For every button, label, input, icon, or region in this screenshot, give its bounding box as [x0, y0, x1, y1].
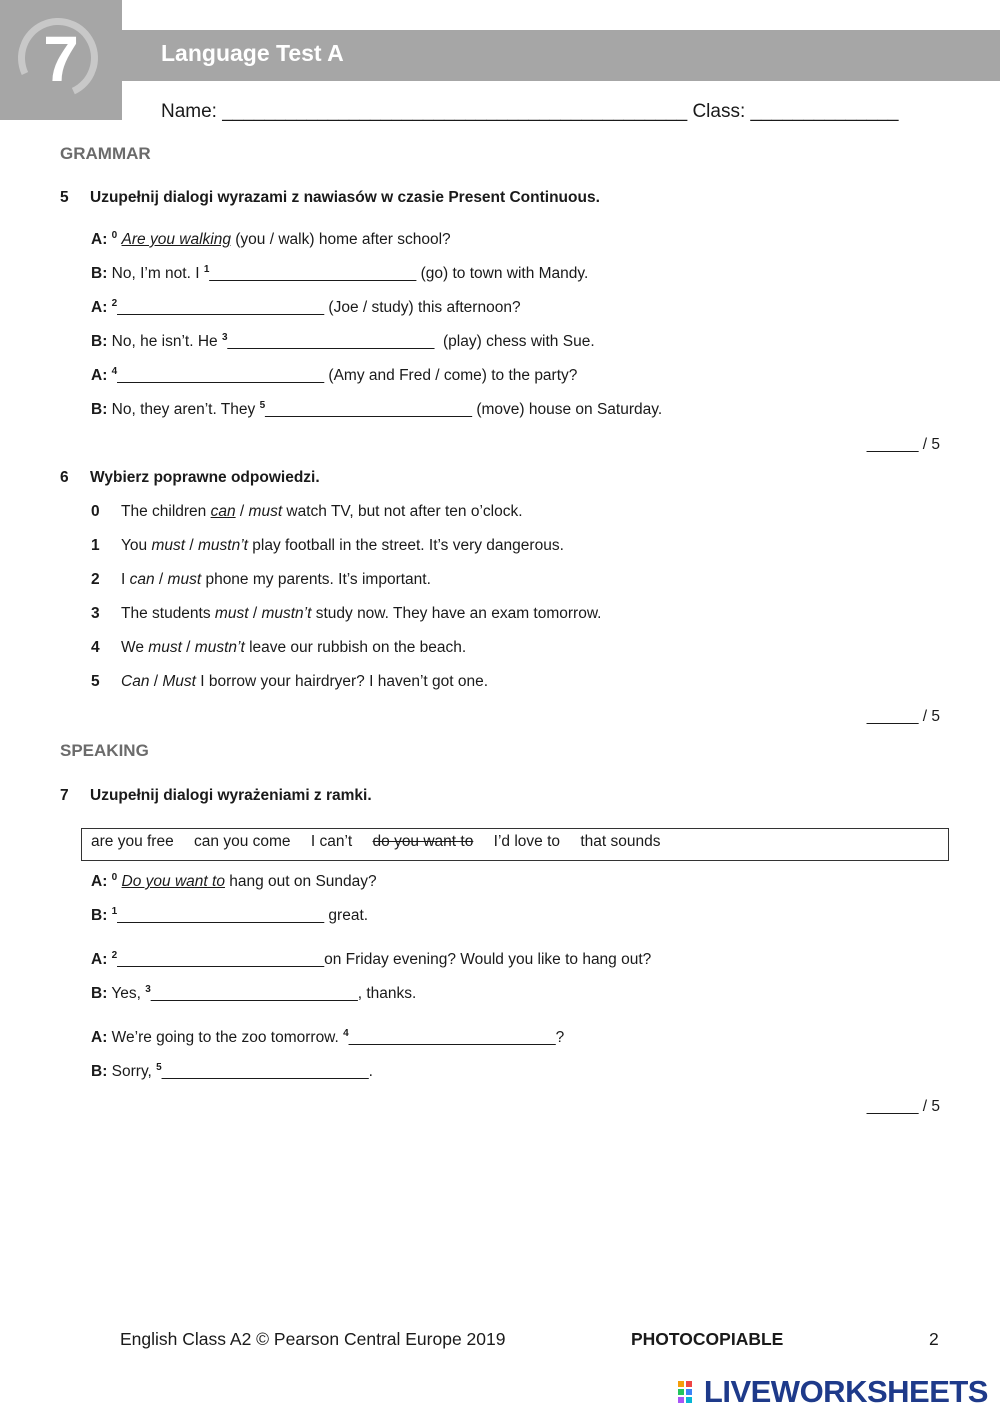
option-1[interactable]: must — [151, 537, 186, 554]
option-1[interactable]: Can — [121, 673, 150, 690]
answer-blank[interactable]: ________________________ — [161, 1063, 369, 1080]
word-box-item: can you come — [194, 833, 291, 850]
item-text: play football in the street. It’s very dangerous. — [247, 537, 564, 554]
task-5-line-1 — [91, 265, 588, 283]
answer-blank[interactable]: ________________________ — [117, 951, 325, 968]
word-box-item: I’d love to — [493, 833, 561, 850]
item-number: 0 — [91, 503, 100, 520]
option-2[interactable]: mustn’t — [194, 639, 245, 656]
answer-blank[interactable]: ________________________ — [348, 1029, 556, 1046]
item-text: You — [121, 537, 152, 554]
task-5-line-4 — [91, 367, 577, 385]
speaker-label: B: — [91, 1063, 108, 1080]
word-box — [81, 828, 949, 861]
line-text: (you / walk) home after school? — [230, 231, 451, 248]
task-6-item-5 — [91, 673, 488, 691]
answer-blank[interactable]: ________________________ — [117, 907, 325, 924]
footer-photocopiable: PHOTOCOPIABLE — [631, 1329, 784, 1349]
item-number: 5 — [156, 1061, 162, 1073]
option-separator: / — [154, 571, 168, 588]
word-box-item: that sounds — [580, 833, 661, 850]
task-7-line-5 — [91, 1063, 373, 1081]
task-6-item-4 — [91, 639, 466, 657]
item-text: The children — [121, 503, 211, 520]
item-number: 2 — [111, 949, 118, 961]
task-7-line-1 — [91, 907, 368, 925]
line-text: No, they aren’t. They — [107, 401, 260, 418]
option-separator: / — [248, 605, 262, 622]
answer-blank[interactable]: ________________________ — [150, 985, 358, 1002]
speaker-label: B: — [91, 333, 108, 350]
task-7-line-4 — [91, 1029, 564, 1047]
speaker-label: A: — [91, 299, 108, 316]
task-6-item-2 — [91, 571, 431, 589]
speaker-label: A: — [91, 951, 108, 968]
option-2[interactable]: mustn’t — [261, 605, 312, 622]
line-text: (Amy and Fred / come) to the party? — [324, 367, 578, 384]
line-text: We’re going to the zoo tomorrow. — [107, 1029, 344, 1046]
footer-copyright: English Class A2 © Pearson Central Europe 2019 — [120, 1329, 506, 1349]
word-box-item: are you free — [91, 833, 174, 850]
option-separator: / — [149, 673, 163, 690]
speaker-label: A: — [91, 873, 108, 890]
line-text: No, he isn’t. He — [107, 333, 222, 350]
answer-blank[interactable]: ________________________ — [209, 265, 417, 282]
word-box-item: I can’t — [310, 833, 353, 850]
task-text: Uzupełnij dialogi wyrazami z nawiasów w czasie Present Continuous. — [90, 189, 600, 206]
item-number: 0 — [111, 229, 118, 241]
task-5-line-0 — [91, 231, 451, 249]
task-number: 5 — [60, 189, 69, 206]
item-number: 4 — [343, 1027, 349, 1039]
line-text: ? — [555, 1029, 565, 1046]
item-text: I — [121, 571, 130, 588]
task-5-line-5 — [91, 401, 662, 419]
task-7-line-3 — [91, 985, 416, 1003]
option-2[interactable]: Must — [162, 673, 196, 690]
answer-blank[interactable]: ________________________ — [117, 367, 325, 384]
option-1[interactable]: can — [129, 571, 155, 588]
task-7-score[interactable]: ______ / 5 — [866, 1098, 940, 1115]
line-text: great. — [324, 907, 369, 924]
page-number: 2 — [929, 1329, 939, 1349]
task-7-instruction — [60, 787, 372, 805]
option-separator: / — [181, 639, 195, 656]
line-text: , thanks. — [357, 985, 417, 1002]
item-number: 3 — [91, 605, 100, 622]
name-class-line: Name: ____________________________________________ Class: ______________ — [161, 101, 899, 122]
speaker-label: A: — [91, 367, 108, 384]
item-number: 5 — [91, 673, 100, 690]
item-text: We — [121, 639, 149, 656]
item-number: 3 — [221, 331, 228, 343]
line-text: Sorry, — [107, 1063, 157, 1080]
item-number: 1 — [91, 537, 100, 554]
task-5-instruction — [60, 189, 600, 207]
task-7-line-2 — [91, 951, 651, 969]
item-number: 3 — [145, 983, 151, 995]
example-answer: Do you want to — [121, 873, 225, 890]
item-text: study now. They have an exam tomorrow. — [311, 605, 602, 622]
line-text: . — [368, 1063, 373, 1080]
answer-blank[interactable]: ________________________ — [227, 333, 435, 350]
item-number: 1 — [203, 263, 210, 275]
speaker-label: B: — [91, 907, 108, 924]
line-text: Yes, — [107, 985, 146, 1002]
option-separator: / — [235, 503, 249, 520]
liveworksheets-wordmark: LIVEWORKSHEETS — [703, 1374, 988, 1409]
item-text: leave our rubbish on the beach. — [244, 639, 467, 656]
option-2[interactable]: must — [248, 503, 283, 520]
example-answer: Are you walking — [121, 231, 231, 248]
option-2[interactable]: mustn’t — [197, 537, 248, 554]
line-text: (go) to town with Mandy. — [416, 265, 589, 282]
page-title: Language Test A — [161, 40, 344, 66]
word-box-item-used: do you want to — [372, 833, 474, 850]
task-5-line-3 — [91, 333, 595, 351]
section-speaking-heading: SPEAKING — [60, 741, 149, 760]
option-1[interactable]: must — [214, 605, 249, 622]
task-6-score[interactable]: ______ / 5 — [866, 708, 940, 725]
item-number: 5 — [259, 399, 266, 411]
liveworksheets-icon — [677, 1376, 701, 1412]
item-number: 1 — [111, 905, 118, 917]
option-1[interactable]: must — [148, 639, 182, 656]
task-5-score[interactable]: ______ / 5 — [866, 436, 940, 453]
line-text: (play) chess with Sue. — [434, 333, 595, 350]
item-text: I borrow your hairdryer? I haven’t got one. — [195, 673, 489, 690]
task-6-item-1 — [91, 537, 564, 555]
item-number: 2 — [111, 297, 118, 309]
line-text: hang out on Sunday? — [224, 873, 377, 890]
task-text: Wybierz poprawne odpowiedzi. — [90, 469, 320, 486]
speaker-label: B: — [91, 985, 108, 1002]
task-5-line-2 — [91, 299, 521, 317]
item-number: 4 — [91, 639, 100, 656]
option-2[interactable]: must — [167, 571, 202, 588]
answer-blank[interactable]: ________________________ — [265, 401, 473, 418]
line-text: on Friday evening? Would you like to hang out? — [324, 951, 652, 968]
speaker-label: B: — [91, 401, 108, 418]
speaker-label: A: — [91, 231, 108, 248]
task-number: 7 — [60, 787, 69, 804]
task-7-line-0 — [91, 873, 377, 891]
item-number: 0 — [111, 871, 118, 883]
task-6-instruction — [60, 469, 320, 487]
liveworksheets-logo — [677, 1374, 988, 1412]
item-number: 4 — [111, 365, 118, 377]
section-grammar-heading: GRAMMAR — [60, 144, 151, 163]
task-6-item-0 — [91, 503, 523, 521]
item-text: phone my parents. It’s important. — [201, 571, 431, 588]
item-number: 2 — [91, 571, 100, 588]
line-text: (move) house on Saturday. — [472, 401, 663, 418]
speaker-label: A: — [91, 1029, 108, 1046]
speaker-label: B: — [91, 265, 108, 282]
answer-blank[interactable]: ________________________ — [117, 299, 325, 316]
unit-number: 7 — [43, 23, 79, 95]
task-number: 6 — [60, 469, 69, 486]
line-text: No, I’m not. I — [107, 265, 204, 282]
task-text: Uzupełnij dialogi wyrażeniami z ramki. — [90, 787, 372, 804]
option-separator: / — [185, 537, 198, 554]
line-text: (Joe / study) this afternoon? — [324, 299, 521, 316]
option-1-selected[interactable]: can — [210, 503, 236, 520]
item-text: The students — [121, 605, 215, 622]
item-text: watch TV, but not after ten o’clock. — [282, 503, 523, 520]
task-6-item-3 — [91, 605, 601, 623]
